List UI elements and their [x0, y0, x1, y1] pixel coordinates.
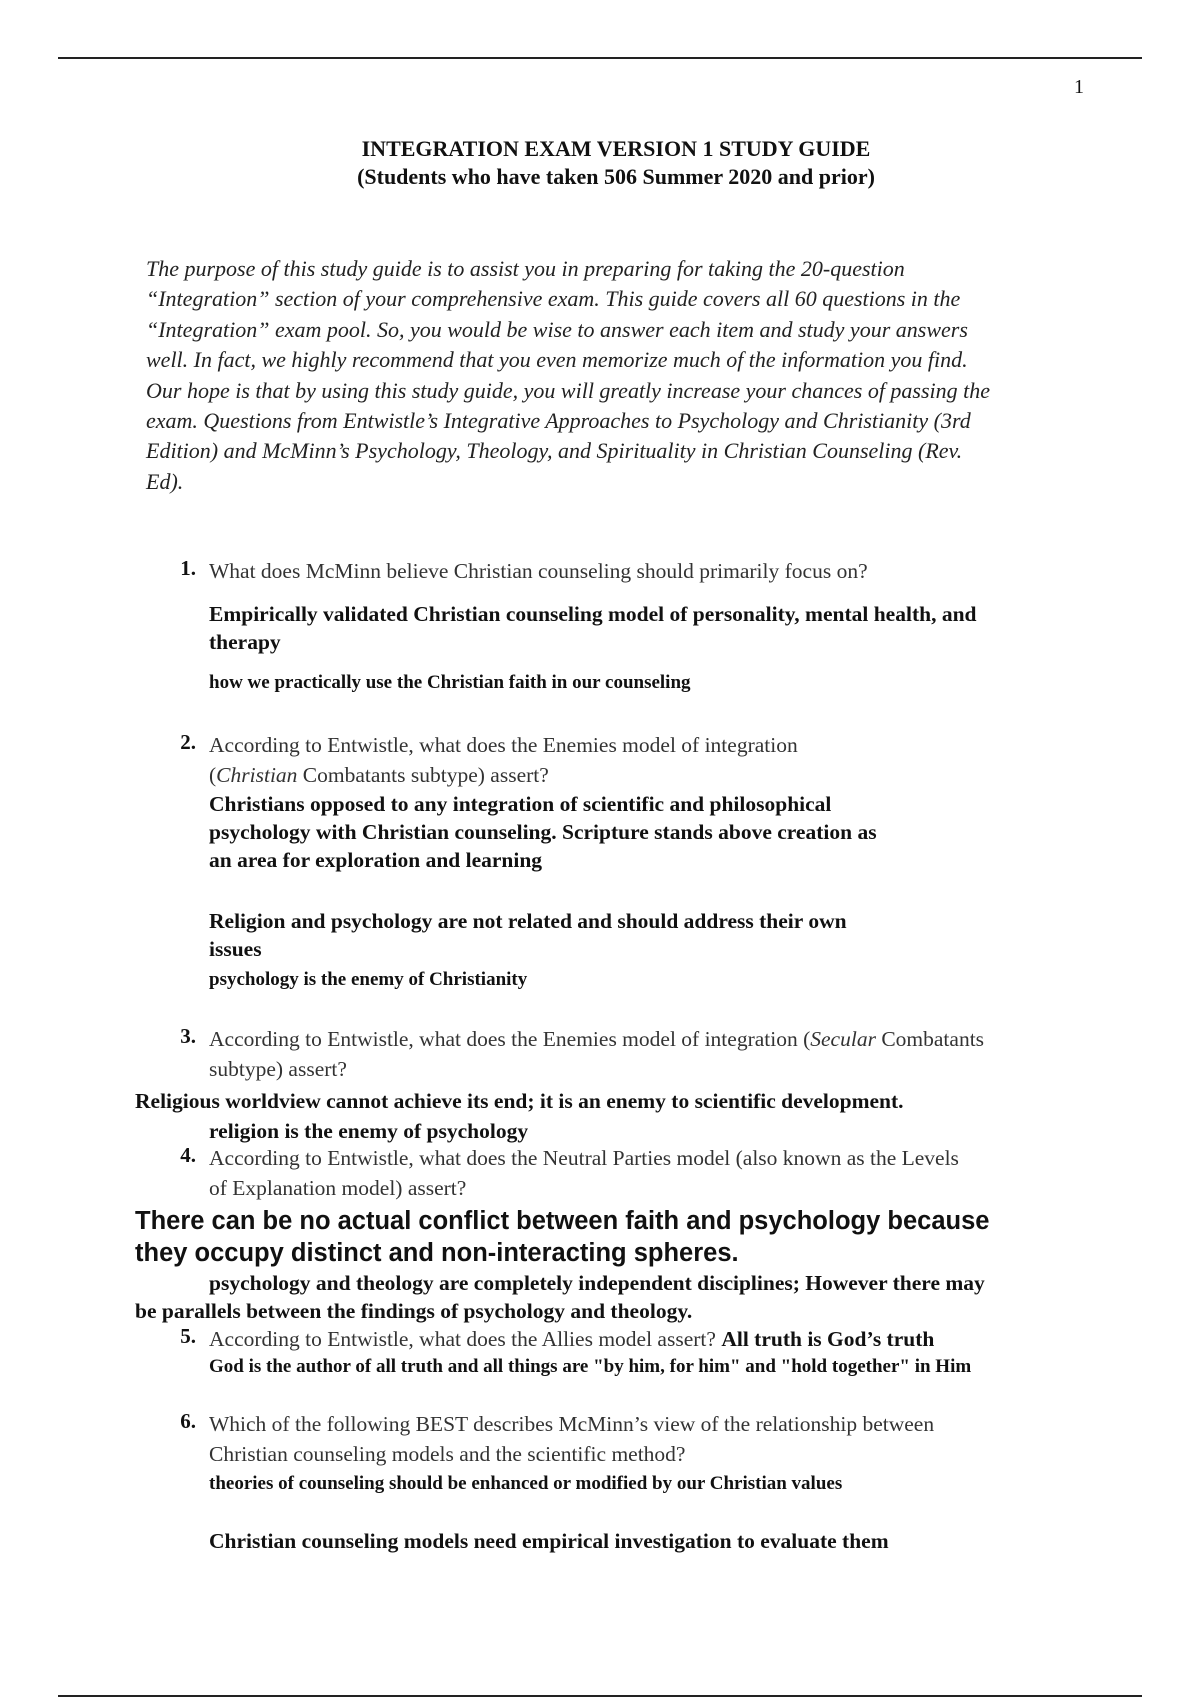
- question-line: [209, 760, 798, 790]
- question-line: According to Entwistle, what does the Enemies model of integration: [209, 733, 798, 757]
- page-number: 1: [1074, 76, 1084, 98]
- intro-line: Our hope is that by using this study guide, you will greatly increase your chances of passing the: [146, 377, 991, 403]
- document-title: INTEGRATION EXAM VERSION 1 STUDY GUIDE: [361, 136, 871, 161]
- question-emphasis: Christian: [216, 763, 298, 787]
- question-4-answer-2-line-1: psychology and theology are completely independent disciplines; However there may: [209, 1271, 985, 1295]
- answer-line: therapy: [209, 630, 281, 654]
- intro-paragraph: [146, 254, 1106, 497]
- question-4-number: 4.: [180, 1143, 196, 1167]
- answer-line: an area for exploration and learning: [209, 848, 543, 872]
- question-5-inline-answer: All truth is God’s truth: [721, 1327, 935, 1351]
- question-1-answer-1: [209, 600, 976, 656]
- question-6-answer-2: Christian counseling models need empirical investigation to evaluate them: [209, 1529, 889, 1553]
- question-5-text: [209, 1324, 934, 1354]
- answer-line: Christians opposed to any integration of scientific and philosophical: [209, 792, 832, 816]
- answer-line: There can be no actual conflict between faith and psychology because: [135, 1207, 990, 1235]
- intro-line: “Integration” section of your comprehensive exam. This guide covers all 60 questions in the: [146, 286, 961, 312]
- question-fragment: (: [209, 763, 217, 787]
- question-line: [209, 1024, 984, 1054]
- question-3-number: 3.: [180, 1024, 196, 1048]
- answer-line: they occupy distinct and non-interacting spheres.: [135, 1239, 739, 1267]
- header-rule: [58, 57, 1142, 59]
- question-fragment: According to Entwistle, what does the Enemies model of integration (: [209, 1027, 811, 1051]
- answer-line: Empirically validated Christian counseling model of personality, mental health, and: [209, 602, 977, 626]
- question-fragment: According to Entwistle, what does the Allies model assert?: [209, 1327, 722, 1351]
- question-3-answer-2: religion is the enemy of psychology: [209, 1119, 529, 1143]
- question-5-answer-2: God is the author of all truth and all things are "by him, for him" and "hold together" in Him: [209, 1356, 972, 1377]
- question-4-answer-1: [135, 1205, 1135, 1269]
- answer-line: psychology with Christian counseling. Scripture stands above creation as: [209, 820, 877, 844]
- question-6-answer-1: theories of counseling should be enhanced or modified by our Christian values: [209, 1473, 843, 1494]
- question-line: Christian counseling models and the scientific method?: [209, 1442, 686, 1466]
- intro-line: Edition) and McMinn’s Psychology, Theology, and Spirituality in Christian Counseling (Rev.: [146, 438, 963, 464]
- intro-line: “Integration” exam pool. So, you would be wise to answer each item and study your answers: [146, 316, 968, 342]
- question-emphasis: Secular: [810, 1027, 876, 1051]
- intro-line: The purpose of this study guide is to assist you in preparing for taking the 20-question: [146, 256, 905, 281]
- question-2-text: [209, 730, 798, 790]
- question-6-text: [209, 1409, 934, 1469]
- question-6-number: 6.: [180, 1409, 196, 1433]
- question-4-answer-2-line-2: be parallels between the findings of psychology and theology.: [135, 1299, 693, 1323]
- question-1-answer-2: how we practically use the Christian faith in our counseling: [209, 672, 691, 693]
- question-fragment: Combatants: [875, 1027, 985, 1051]
- intro-line: Ed).: [146, 468, 184, 494]
- intro-line: exam. Questions from Entwistle’s Integrative Approaches to Psychology and Christianity (3rd: [146, 408, 971, 434]
- answer-line: issues: [209, 937, 262, 961]
- question-line: of Explanation model) assert?: [209, 1176, 467, 1200]
- document-subtitle: (Students who have taken 506 Summer 2020 and prior): [357, 164, 875, 189]
- question-3-text: [209, 1024, 984, 1084]
- question-2-answer-2: [209, 907, 847, 963]
- question-line: Which of the following BEST describes McMinn’s view of the relationship between: [209, 1412, 935, 1436]
- answer-line: Religion and psychology are not related and should address their own: [209, 909, 847, 933]
- question-4-text: [209, 1143, 959, 1203]
- question-2-answer-3: psychology is the enemy of Christianity: [209, 969, 528, 990]
- question-fragment: Combatants subtype) assert?: [297, 763, 549, 787]
- question-1-number: 1.: [180, 556, 196, 580]
- question-2-answer-1: [209, 790, 877, 874]
- footer-rule: [58, 1695, 1142, 1697]
- question-2-number: 2.: [180, 730, 196, 754]
- intro-line: well. In fact, we highly recommend that you even memorize much of the information you find.: [146, 347, 968, 373]
- question-1-text: What does McMinn believe Christian counseling should primarily focus on?: [209, 559, 868, 583]
- question-3-answer-1: Religious worldview cannot achieve its end; it is an enemy to scientific development.: [135, 1089, 904, 1113]
- question-line: According to Entwistle, what does the Neutral Parties model (also known as the Levels: [209, 1146, 959, 1170]
- question-5-number: 5.: [180, 1324, 196, 1348]
- question-line: subtype) assert?: [209, 1057, 347, 1081]
